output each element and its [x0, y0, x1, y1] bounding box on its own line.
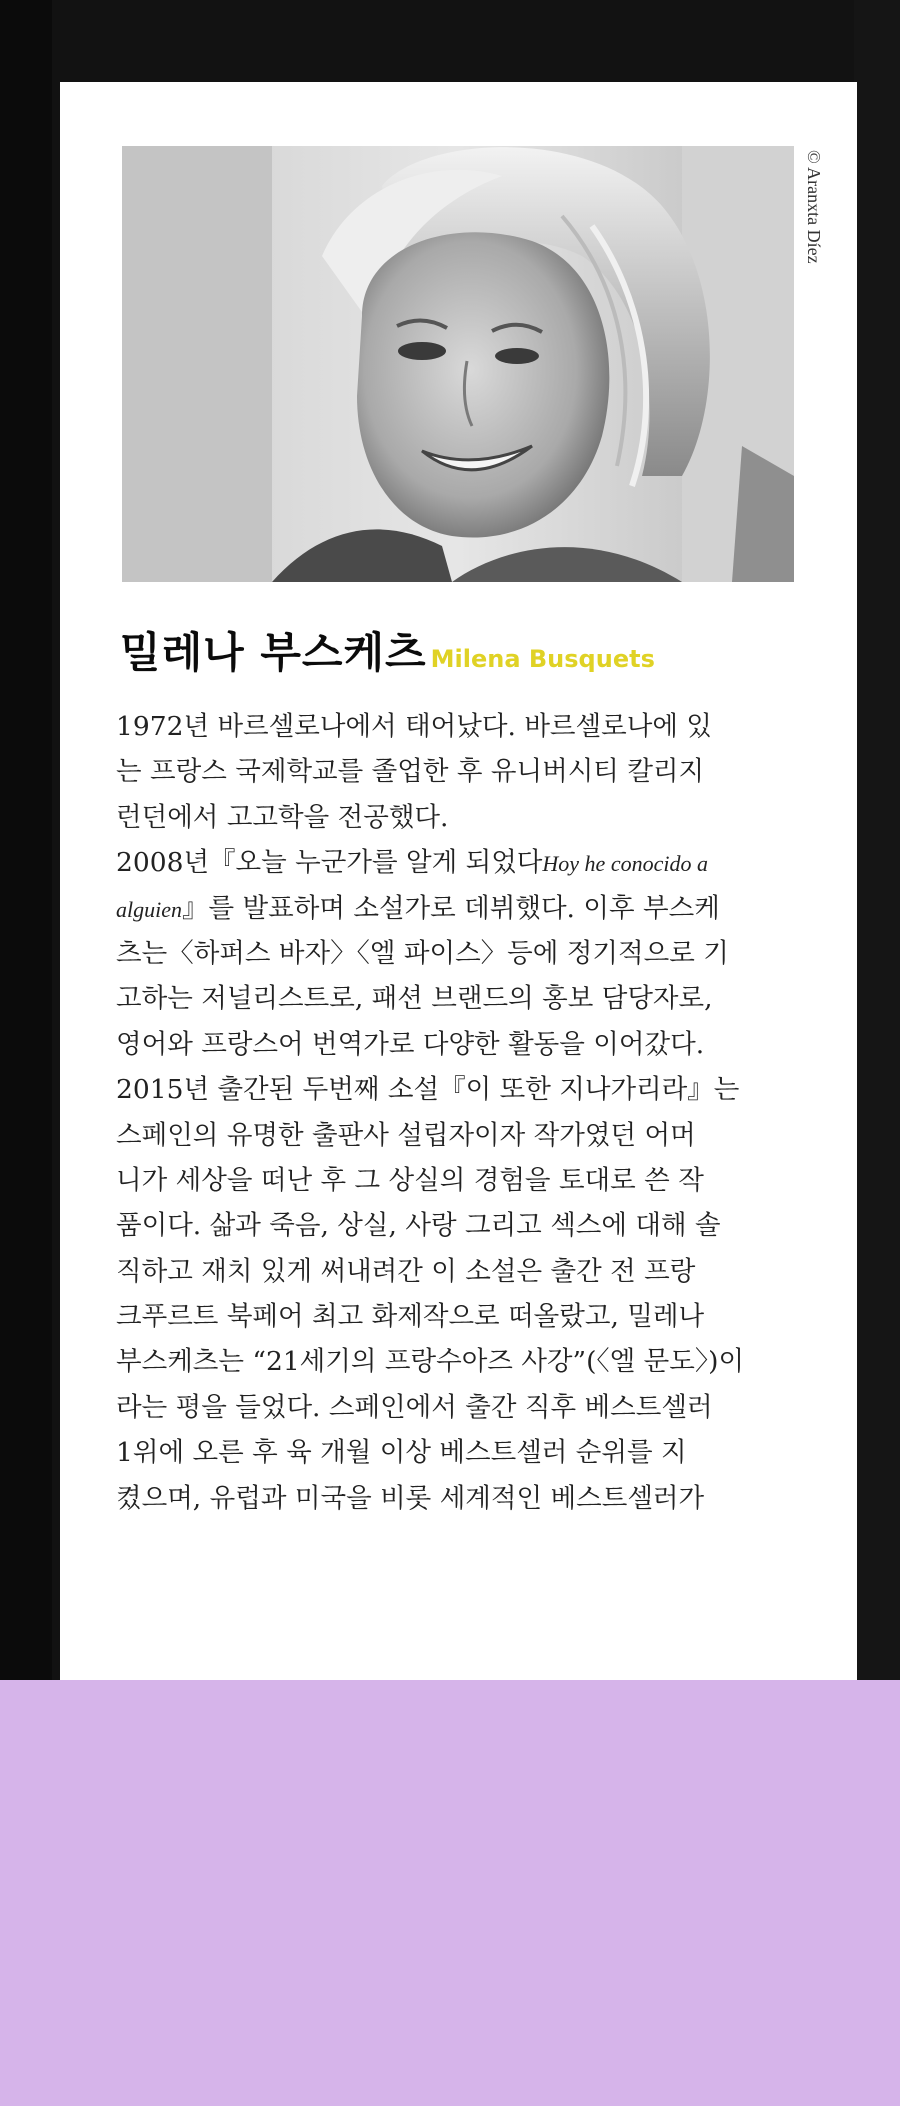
author-portrait-image — [122, 146, 794, 582]
bio-line: 런던에서 고고학을 전공했다. — [116, 801, 449, 833]
photo-credit — [800, 150, 830, 330]
bio-line-text: 2008년『오늘 누군가를 알게 되었다 — [116, 847, 543, 879]
bio-line — [116, 840, 856, 885]
bio-line: 2015년 출간된 두번째 소설『이 또한 지나가리라』는 — [116, 1074, 740, 1106]
bio-line: 1위에 오른 후 육 개월 이상 베스트셀러 순위를 지 — [116, 1437, 687, 1469]
author-photo — [122, 146, 794, 582]
book-title-original-cont: alguien — [116, 896, 182, 922]
bio-line: 츠는〈하퍼스 바자〉〈엘 파이스〉등에 정기적으로 기 — [116, 937, 729, 969]
photo-credit-text: © Aranxta Díez — [804, 150, 824, 264]
bio-line: 부스케츠는 “21세기의 프랑수아즈 사강”(〈엘 문도〉)이 — [116, 1346, 745, 1378]
author-name-english: Milena Busquets — [430, 645, 655, 673]
bio-line: 고하는 저널리스트로, 패션 브랜드의 홍보 담당자로, — [116, 983, 713, 1015]
lavender-band — [0, 1680, 900, 2106]
bio-line: 품이다. 삶과 죽음, 상실, 사랑 그리고 섹스에 대해 솔 — [116, 1210, 721, 1242]
author-name-korean: 밀레나 부스케츠 — [120, 628, 427, 677]
bio-line-text: 』를 발표하며 소설가로 데뷔했다. 이후 부스케 — [182, 892, 720, 924]
bio-line: 니가 세상을 떠난 후 그 상실의 경험을 토대로 쓴 작 — [116, 1164, 704, 1196]
bio-line: 1972년 바르셀로나에서 태어났다. 바르셀로나에 있 — [116, 711, 712, 742]
bio-line: 스페인의 유명한 출판사 설립자이자 작가였던 어머 — [116, 1119, 696, 1151]
author-name — [120, 620, 655, 684]
bio-line: 크푸르트 북페어 최고 화제작으로 떠올랐고, 밀레나 — [116, 1301, 705, 1333]
bio-line: 는 프랑스 국제학교를 졸업한 후 유니버시티 칼리지 — [116, 756, 705, 788]
book-title-original: Hoy he conocido a — [542, 851, 708, 877]
bio-line: 라는 평을 들었다. 스페인에서 출간 직후 베스트셀러 — [116, 1391, 713, 1423]
book-cover-edge-right — [854, 0, 900, 1680]
author-biography — [116, 704, 856, 1521]
bio-line: 직하고 재치 있게 써내려간 이 소설은 출간 전 프랑 — [116, 1255, 696, 1287]
bio-line: 영어와 프랑스어 번역가로 다양한 활동을 이어갔다. — [116, 1028, 705, 1060]
book-cover-edge-left — [0, 0, 52, 1680]
bio-line — [116, 886, 856, 931]
bio-line: 켰으며, 유럽과 미국을 비롯 세계적인 베스트셀러가 — [116, 1482, 705, 1514]
author-flap — [60, 82, 857, 1682]
